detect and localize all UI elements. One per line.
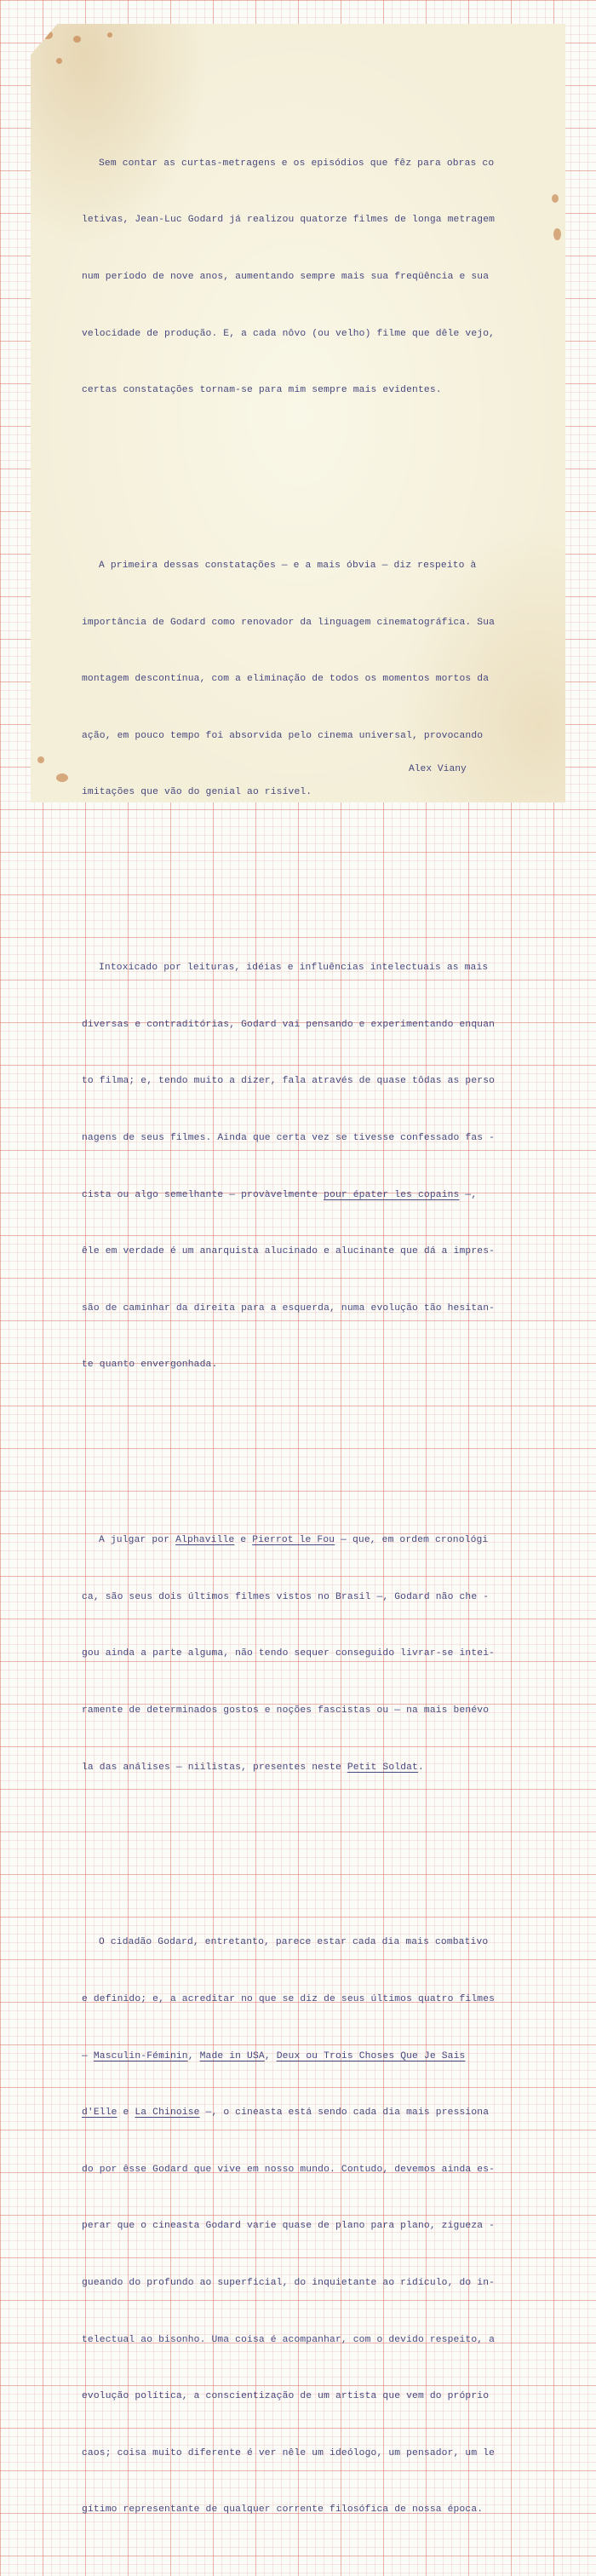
text-segment: , <box>264 2050 277 2061</box>
text-line: to filma; e, tendo muito a dizer, fala através de quase tôdas as perso <box>82 1076 496 1087</box>
text-line: caos; coisa muito diferente é ver nêle um ideólogo, um pensador, um le <box>82 2447 496 2458</box>
film-title: La Chinoise <box>135 2107 200 2119</box>
text-segment: — <box>82 2050 94 2061</box>
stain-spot <box>56 773 68 782</box>
text-segment: A julgar por <box>99 1535 176 1546</box>
text-line <box>82 2103 542 2122</box>
stain-spot <box>43 31 53 39</box>
text-segment: , <box>187 2050 200 2061</box>
text-segment: . <box>417 1762 424 1773</box>
text-segment: —, <box>459 1189 478 1200</box>
text-line: gueando do profundo ao superficial, do inquietante ao ridículo, do in- <box>82 2277 496 2288</box>
text-line: A primeira dessas constatações — e a mais óbvia — diz respeito à <box>99 561 477 571</box>
film-title: Alphaville <box>175 1535 235 1546</box>
text-line: são de caminhar da direita para a esquerda, numa evolução tão hesitan- <box>82 1302 496 1314</box>
text-line: nagens de seus filmes. Ainda que certa vez se tivesse confessado fas - <box>82 1132 496 1143</box>
text-line <box>82 1186 542 1205</box>
stain-spot <box>107 32 112 37</box>
text-segment: e <box>234 1535 253 1546</box>
text-segment: cista ou algo semelhante — provàvelmente <box>82 1189 324 1200</box>
stain-spot <box>552 194 559 203</box>
text-line: imitações que vão do genial ao risível. <box>82 787 312 798</box>
typewritten-text <box>82 78 542 2576</box>
text-line: gítimo representante de qualquer corrente filosófica de nossa época. <box>82 2504 484 2516</box>
underlined-phrase: pour épater les copains <box>324 1189 460 1200</box>
author-signature: Alex Viany <box>409 764 467 774</box>
film-title: Petit Soldat <box>347 1762 418 1773</box>
text-line <box>82 2047 542 2066</box>
stain-spot <box>37 756 44 763</box>
text-line: do por êsse Godard que vive em nosso mundo. Contudo, devemos ainda es- <box>82 2164 496 2175</box>
text-line: e definido; e, a acreditar no que se diz de seus últimos quatro filmes <box>82 1993 496 2004</box>
film-title: Pierrot le Fou <box>252 1535 335 1546</box>
film-title: Masculin-Féminin <box>93 2050 188 2061</box>
text-line: diversas e contraditórias, Godard vai pensando e experimentando enquan <box>82 1019 496 1030</box>
text-line: perar que o cineasta Godard varie quase de plano para plano, zigueza - <box>82 2221 496 2232</box>
text-line: evolução política, a conscientização de um artista que vem do próprio <box>82 2391 490 2402</box>
text-line: te quanto envergonhada. <box>82 1360 218 1371</box>
text-line: êle em verdade é um anarquista alucinado e alucinante que dá a impres- <box>82 1246 496 1257</box>
text-line: O cidadão Godard, entretanto, parece estar cada dia mais combativo <box>99 1937 489 1948</box>
text-line: importância de Godard como renovador da linguagem cinematográfica. Sua <box>82 617 496 628</box>
text-segment: e <box>117 2107 135 2119</box>
text-line: Intoxicado por leituras, idéias e influências intelectuais as mais <box>99 963 489 974</box>
text-line: ação, em pouco tempo foi absorvida pelo cinema universal, provocando <box>82 730 484 741</box>
paragraph-2 <box>82 519 542 840</box>
text-line <box>82 1758 542 1777</box>
text-line: ca, são seus dois últimos filmes vistos no Brasil —, Godard não che - <box>82 1591 490 1602</box>
text-line: letivas, Jean-Luc Godard já realizou quatorze filmes de longa metragem <box>82 215 496 226</box>
film-title: Deux ou Trois Choses Que Je Sais <box>276 2050 466 2061</box>
film-title: d'Elle <box>82 2107 117 2119</box>
text-line: gou ainda a parte alguma, não tendo sequer conseguido livrar-se intei- <box>82 1648 496 1659</box>
text-line: telectual ao bisonho. Uma coisa é acompanhar, com o devido respeito, a <box>82 2334 496 2345</box>
paragraph-1 <box>82 116 542 437</box>
text-segment: la das análises — niilistas, presentes neste <box>82 1762 347 1773</box>
text-line: certas constatações tornam-se para mim sempre mais evidentes. <box>82 385 442 396</box>
paragraph-3 <box>82 921 542 1412</box>
text-line <box>99 1531 542 1550</box>
text-segment: — que, em ordem cronológi <box>335 1535 489 1546</box>
film-title: Made in USA <box>199 2050 265 2061</box>
stain-spot <box>56 58 62 64</box>
paragraph-5 <box>82 1895 542 2557</box>
text-line: ramente de determinados gostos e noções fascistas ou — na mais benévo <box>82 1705 490 1716</box>
text-line: num período de nove anos, aumentando sempre mais sua freqüência e sua <box>82 272 490 282</box>
stain-spot <box>553 228 561 240</box>
paragraph-4 <box>82 1493 542 1814</box>
text-segment: —, o cineasta está sendo cada dia mais pressiona <box>199 2107 490 2119</box>
text-line: montagem descontínua, com a eliminação de todos os momentos mortos da <box>82 674 490 685</box>
text-line: velocidade de produção. E, a cada nôvo (ou velho) filme que dêle vejo, <box>82 328 496 339</box>
stain-spot <box>73 36 81 43</box>
text-line: Sem contar as curtas-metragens e os episódios que fêz para obras co <box>99 158 495 169</box>
